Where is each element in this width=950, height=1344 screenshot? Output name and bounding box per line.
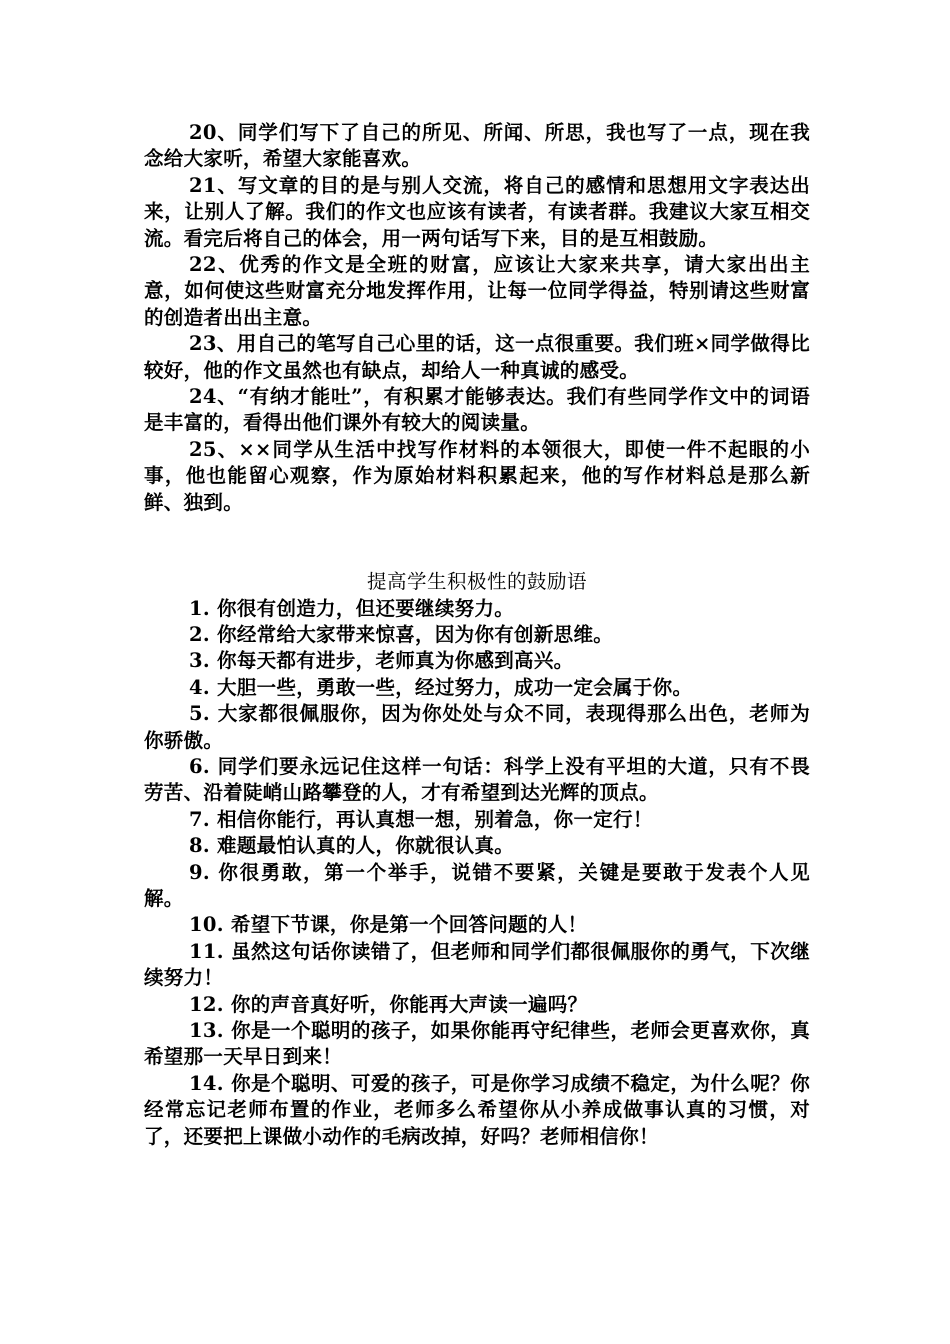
paragraph-23: 23、用自己的笔写自己心里的话，这一点很重要。我们班×同学做得比较好，他的作文虽然也有缺点，却给人一种真诚的感受。: [144, 332, 810, 382]
list-item-7: 7. 相信你能行，再认真想一想，别着急，你一定行！: [189, 807, 653, 831]
paragraph-24: 24、“有纳才能吐”，有积累才能够表达。我们有些同学作文中的词语是丰富的，看得出他们课外有较大的阅读量。: [144, 385, 810, 435]
paragraph-21: 21、写文章的目的是与别人交流，将自己的感情和思想用文字表达出来，让别人了解。我们的作文也应该有读者，有读者群。我建议大家互相交流。看完后将自己的体会，用一两句话写下来，目的是互相鼓励。: [144, 173, 810, 250]
list-item-12: 12. 你的声音真好听，你能再大声读一遍吗？: [189, 992, 588, 1016]
paragraph-22: 22、优秀的作文是全班的财富，应该让大家来共享，请大家出出主意，如何使这些财富充分地发挥作用，让每一位同学得益，特别请这些财富的创造者出出主意。: [144, 253, 810, 329]
list-item-10: 10. 希望下节课，你是第一个回答问题的人！: [189, 913, 588, 937]
list-item-3: 3. 你每天都有进步，老师真为你感到高兴。: [189, 649, 574, 673]
list-item-2: 2. 你经常给大家带来惊喜，因为你有创新思维。: [189, 622, 614, 646]
list-item-1: 1. 你很有创造力，但还要继续努力。: [189, 596, 515, 620]
document-page: [144, 120, 810, 1150]
list-item-6: 6. 同学们要永远记住这样一句话：科学上没有平坦的大道，只有不畏劳苦、沿着陡峭山路攀登的人，才有希望到达光辉的顶点。: [144, 754, 810, 805]
list-item-8: 8. 难题最怕认真的人，你就很认真。: [189, 834, 515, 858]
paragraph-20: 20、同学们写下了自己的所见、所闻、所思，我也写了一点，现在我念给大家听，希望大家能喜欢。: [144, 121, 810, 171]
section-title: 提高学生积极性的鼓励语: [366, 570, 587, 594]
section-gap: [144, 516, 810, 569]
paragraph-25: 25、××同学从生活中找写作材料的本领很大，即使一件不起眼的小事，他也能留心观察，作为原始材料积累起来，他的写作材料总是那么新鲜、独到。: [144, 437, 810, 514]
list-item-14: 14. 你是个聪明、可爱的孩子，可是你学习成绩不稳定，为什么呢？你经常忘记老师布置的作业，老师多么希望你从小养成做事认真的习惯，对了，还要把上课做小动作的毛病改掉，好吗？老师相信你！: [144, 1071, 810, 1148]
list-item-9: 9. 你很勇敢，第一个举手，说错不要紧，关键是要敢于发表个人见解。: [144, 860, 810, 910]
list-item-5: 5. 大家都很佩服你，因为你处处与众不同，表现得那么出色，老师为你骄傲。: [144, 702, 810, 752]
list-item-11: 11. 虽然这句话你读错了，但老师和同学们都很佩服你的勇气，下次继续努力！: [144, 939, 810, 990]
list-item-4: 4. 大胆一些，勇敢一些，经过努力，成功一定会属于你。: [189, 675, 693, 699]
section-encouragement: [144, 569, 810, 1150]
list-item-13: 13. 你是一个聪明的孩子，如果你能再守纪律些，老师会更喜欢你，真希望那一天早日到来！: [144, 1019, 810, 1069]
section-comments: [144, 120, 810, 516]
